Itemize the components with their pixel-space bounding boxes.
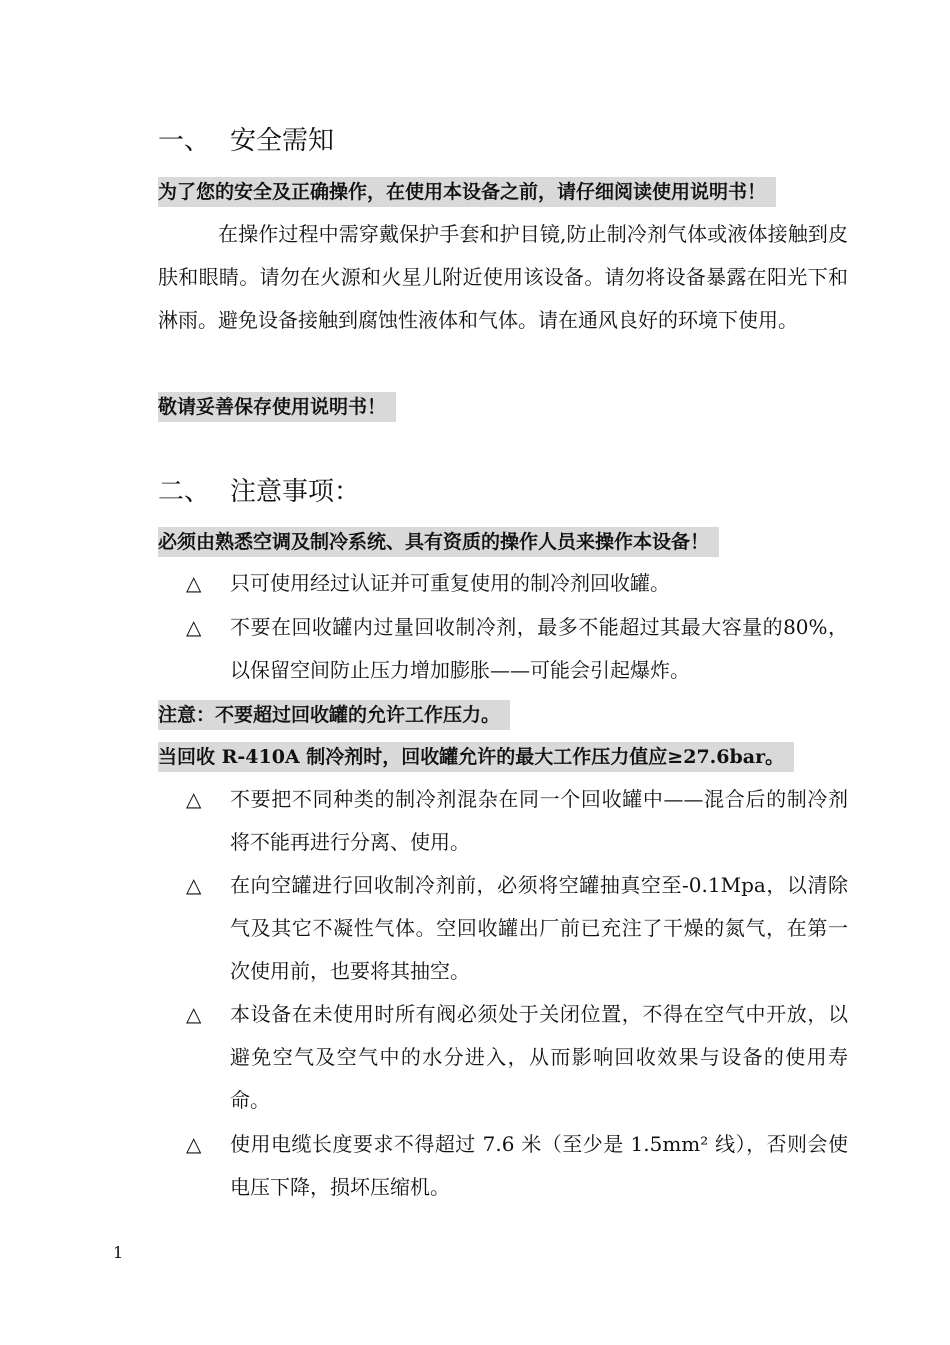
triangle-bullet-icon: △: [186, 1002, 202, 1026]
keep-manual-highlight: 敬请妥善保存使用说明书！: [158, 392, 396, 422]
section-heading-2: [158, 475, 360, 509]
list-item-text: 在向空罐进行回收制冷剂前，必须将空罐抽真空至-0.1Mpa，以清除气及其它不凝性气体。空回收罐出厂前已充注了干燥的氮气，在第一次使用前，也要将其抽空。: [230, 873, 848, 983]
safety-notice-highlight: 为了您的安全及正确操作，在使用本设备之前，请仔细阅读使用说明书！: [158, 177, 776, 207]
list-item-text: 不要在回收罐内过量回收制冷剂，最多不能超过其最大容量的80%，以保留空间防止压力增加膨胀——可能会引起爆炸。: [230, 615, 848, 682]
section-title: 注意事项：: [230, 477, 361, 507]
pressure-warning-highlight: 注意：不要超过回收罐的允许工作压力。: [158, 700, 510, 730]
list-item: [186, 562, 848, 605]
triangle-bullet-icon: △: [186, 1132, 202, 1156]
section-title: 安全需知: [230, 126, 335, 156]
list-item: [186, 778, 848, 864]
list-item-text: 不要把不同种类的制冷剂混杂在同一个回收罐中——混合后的制冷剂将不能再进行分离、使用。: [230, 787, 848, 854]
qualified-operator-highlight: 必须由熟悉空调及制冷系统、具有资质的操作人员来操作本设备！: [158, 527, 719, 557]
list-item-text: 只可使用经过认证并可重复使用的制冷剂回收罐。: [230, 571, 670, 595]
triangle-bullet-icon: △: [186, 787, 202, 811]
list-item: [186, 864, 848, 993]
list-item: [186, 606, 848, 692]
list-item: [186, 1123, 848, 1209]
r410a-pressure-highlight: 当回收 R-410A 制冷剂时，回收罐允许的最大工作压力值应≥27.6bar。: [158, 742, 794, 772]
section-number: 二、: [158, 477, 211, 507]
section-number: 一、: [158, 126, 211, 156]
triangle-bullet-icon: △: [186, 615, 202, 639]
safety-paragraph: 在操作过程中需穿戴保护手套和护目镜,防止制冷剂气体或液体接触到皮肤和眼睛。请勿在火源和火星儿附近使用该设备。请勿将设备暴露在阳光下和淋雨。避免设备接触到腐蚀性液体和气体。请在通风良好的环境下使用。: [158, 222, 848, 332]
section-heading-1: [158, 124, 334, 158]
triangle-bullet-icon: △: [186, 873, 202, 897]
page-number: 1: [113, 1243, 124, 1262]
triangle-bullet-icon: △: [186, 571, 202, 595]
list-item: [186, 993, 848, 1122]
list-item-text: 本设备在未使用时所有阀必须处于关闭位置，不得在空气中开放，以避免空气及空气中的水分进入，从而影响回收效果与设备的使用寿命。: [230, 1002, 848, 1112]
list-item-text: 使用电缆长度要求不得超过 7.6 米（至少是 1.5mm² 线），否则会使电压下降，损坏压缩机。: [230, 1132, 848, 1199]
